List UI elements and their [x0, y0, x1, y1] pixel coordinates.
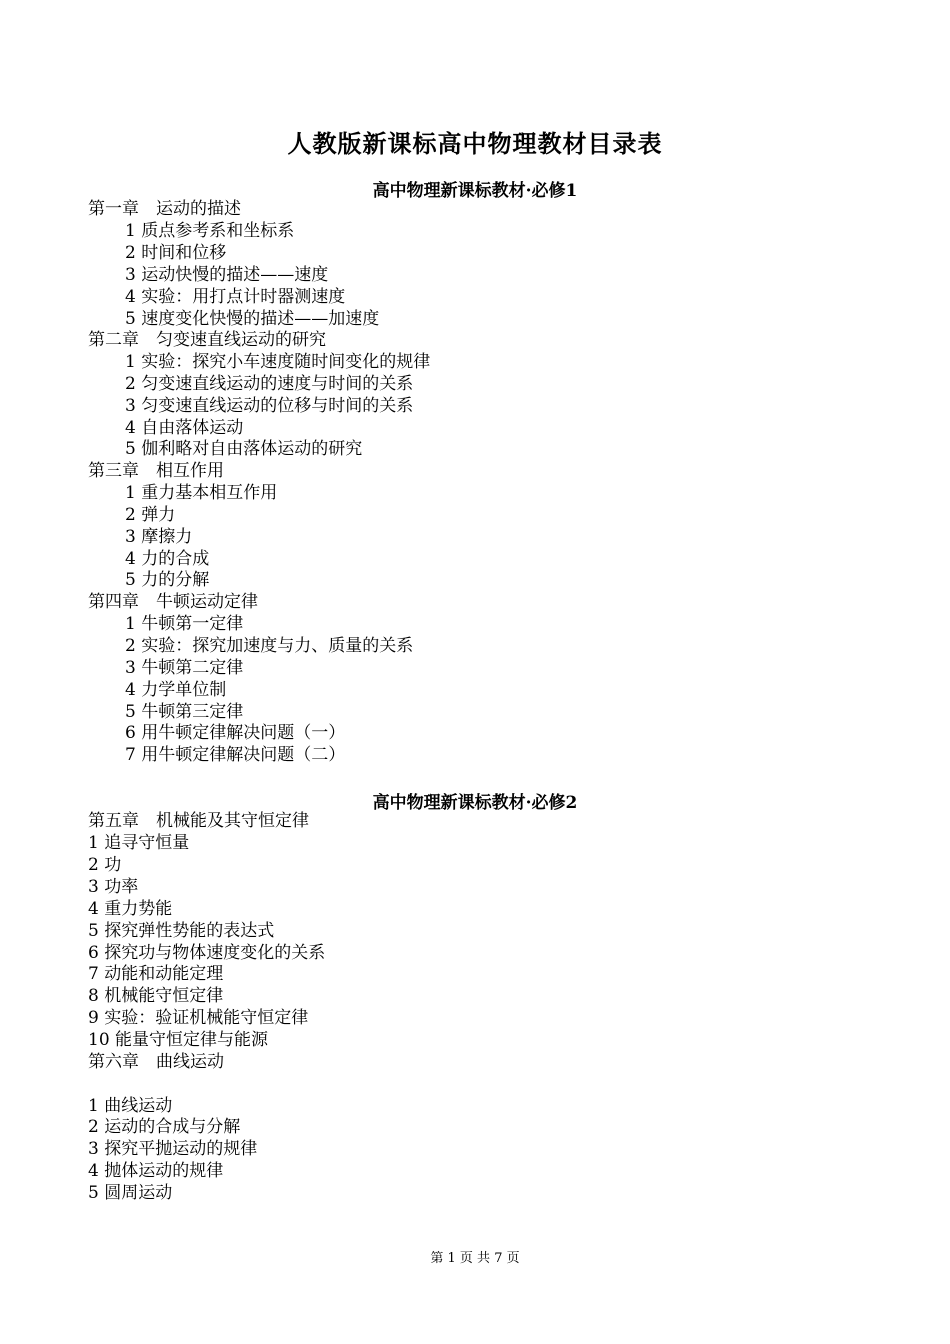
section-item: 6 用牛顿定律解决问题（一） — [125, 723, 346, 743]
section-item: 4 抛体运动的规律 — [88, 1161, 224, 1181]
section-item: 8 机械能守恒定律 — [88, 986, 224, 1006]
section-item: 4 力的合成 — [125, 549, 210, 569]
section-item: 7 用牛顿定律解决问题（二） — [125, 745, 346, 765]
section-item: 2 功 — [88, 855, 122, 875]
section-item: 1 追寻守恒量 — [88, 833, 190, 853]
section-item: 2 实验：探究加速度与力、质量的关系 — [125, 636, 414, 656]
chapter-heading: 第三章 相互作用 — [88, 461, 224, 481]
chapter-heading: 第六章 曲线运动 — [88, 1052, 224, 1072]
section-item: 3 牛顿第二定律 — [125, 658, 244, 678]
section-item: 2 弹力 — [125, 505, 176, 525]
volume-title: 高中物理新课标教材·必修1 — [372, 181, 578, 201]
section-item: 2 匀变速直线运动的速度与时间的关系 — [125, 374, 414, 394]
section-item: 3 摩擦力 — [125, 527, 193, 547]
section-item: 4 力学单位制 — [125, 680, 227, 700]
section-item: 5 圆周运动 — [88, 1183, 173, 1203]
section-item: 5 牛顿第三定律 — [125, 702, 244, 722]
section-item: 1 牛顿第一定律 — [125, 614, 244, 634]
section-item: 3 运动快慢的描述——速度 — [125, 265, 329, 285]
section-item: 4 自由落体运动 — [125, 418, 244, 438]
section-item: 5 力的分解 — [125, 570, 210, 590]
section-item: 3 匀变速直线运动的位移与时间的关系 — [125, 396, 414, 416]
section-item: 9 实验：验证机械能守恒定律 — [88, 1008, 309, 1028]
section-item: 10 能量守恒定律与能源 — [88, 1030, 269, 1050]
volume-title: 高中物理新课标教材·必修2 — [372, 793, 578, 813]
section-item: 2 时间和位移 — [125, 243, 227, 263]
section-item: 7 动能和动能定理 — [88, 964, 224, 984]
section-item: 1 实验：探究小车速度随时间变化的规律 — [125, 352, 431, 372]
chapter-heading: 第二章 匀变速直线运动的研究 — [88, 330, 326, 350]
page-footer: 第 1 页 共 7 页 — [430, 1251, 520, 1266]
section-item: 3 探究平抛运动的规律 — [88, 1139, 258, 1159]
section-item: 5 探究弹性势能的表达式 — [88, 921, 275, 941]
document-title: 人教版新课标高中物理教材目录表 — [287, 129, 663, 158]
section-item: 4 重力势能 — [88, 899, 173, 919]
chapter-heading: 第五章 机械能及其守恒定律 — [88, 811, 309, 831]
section-item: 2 运动的合成与分解 — [88, 1117, 241, 1137]
chapter-heading: 第一章 运动的描述 — [88, 199, 241, 219]
section-item: 1 曲线运动 — [88, 1096, 173, 1116]
section-item: 3 功率 — [88, 877, 139, 897]
section-item: 1 质点参考系和坐标系 — [125, 221, 295, 241]
section-item: 4 实验：用打点计时器测速度 — [125, 287, 346, 307]
chapter-heading: 第四章 牛顿运动定律 — [88, 592, 258, 612]
section-item: 6 探究功与物体速度变化的关系 — [88, 943, 326, 963]
section-item: 5 伽利略对自由落体运动的研究 — [125, 439, 363, 459]
section-item: 5 速度变化快慢的描述——加速度 — [125, 309, 380, 329]
section-item: 1 重力基本相互作用 — [125, 483, 278, 503]
